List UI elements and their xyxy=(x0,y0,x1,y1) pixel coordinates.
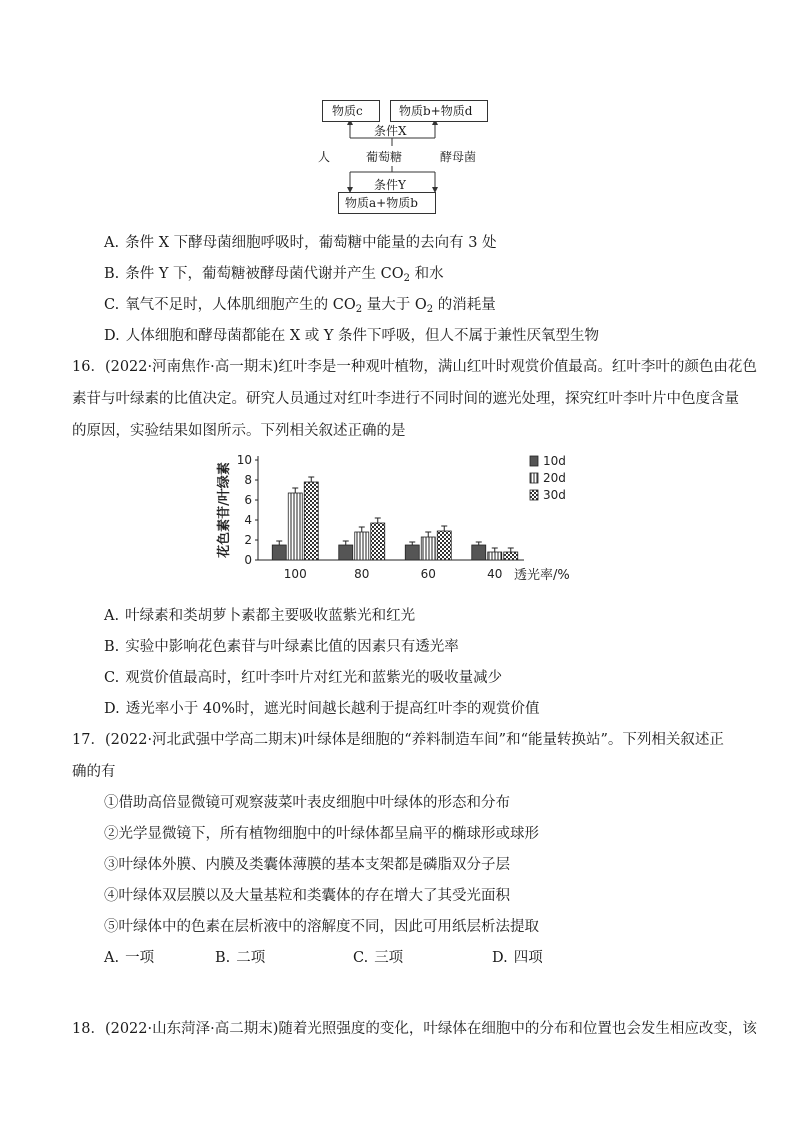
q16-stem-line-2: 素苷与叶绿素的比值决定。研究人员通过对红叶李进行不同时间的遮光处理，探究红叶李叶片中色度含量 xyxy=(72,391,739,407)
y-tick-label: 6 xyxy=(244,493,252,507)
q16-option-a: A. 叶绿素和类胡萝卜素都主要吸收蓝紫光和红光 xyxy=(104,608,416,624)
q17-choice-c: C. 三项 xyxy=(353,950,404,966)
bar-10d-80 xyxy=(339,545,353,560)
q17-stem-line-1: 17．(2022·河北武强中学高二期末)叶绿体是细胞的“养料制造车间”和“能量转换站”。下列相关叙述正 xyxy=(72,732,724,748)
box-substance-c xyxy=(322,100,380,122)
q17-statement-1: ①借助高倍显微镜可观察菠菜叶表皮细胞中叶绿体的形态和分布 xyxy=(104,795,510,811)
q17-choice-d: D. 四项 xyxy=(492,950,543,966)
x-tick-label: 60 xyxy=(420,567,436,581)
x-axis-label: 透光率/% xyxy=(514,568,570,582)
y-tick-label: 10 xyxy=(236,453,252,467)
bar-10d-60 xyxy=(405,545,419,560)
glucose-label: 葡萄糖 xyxy=(366,150,403,164)
x-tick-label: 80 xyxy=(354,567,370,581)
y-tick-label: 2 xyxy=(244,533,252,547)
bar-20d-100 xyxy=(288,493,302,560)
legend-label-10d: 10d xyxy=(543,454,566,468)
q17-choice-b: B. 二项 xyxy=(215,950,266,966)
bar-20d-40 xyxy=(488,552,502,560)
chart-svg xyxy=(212,450,592,582)
q17-statement-4: ④叶绿体双层膜以及大量基粒和类囊体的存在增大了其受光面积 xyxy=(104,888,510,904)
bar-30d-60 xyxy=(437,531,451,560)
legend-swatch-20d xyxy=(530,473,538,483)
x-tick-label: 40 xyxy=(487,567,503,581)
bar-20d-80 xyxy=(355,532,369,560)
bar-20d-60 xyxy=(421,537,435,560)
legend-label-30d: 30d xyxy=(543,488,566,502)
box-c-label: 物质c xyxy=(332,104,363,118)
q18-stem-line-1: 18．(2022·山东菏泽·高二期末)随着光照强度的变化，叶绿体在细胞中的分布和位置也会发生相应改变，该 xyxy=(72,1021,757,1037)
x-tick-label: 100 xyxy=(283,567,307,581)
q16-option-b: B. 实验中影响花色素苷与叶绿素比值的因素只有透光率 xyxy=(104,639,459,655)
respiration-diagram xyxy=(300,96,500,216)
q17-statement-2: ②光学显微镜下，所有植物细胞中的叶绿体都呈扁平的椭球形或球形 xyxy=(104,826,539,842)
box-substance-bd xyxy=(390,100,488,122)
box-ab-label: 物质a+物质b xyxy=(345,196,418,210)
q17-statement-3: ③叶绿体外膜、内膜及类囊体薄膜的基本支架都是磷脂双分子层 xyxy=(104,857,510,873)
q17-statement-5: ⑤叶绿体中的色素在层析液中的溶解度不同，因此可用纸层析法提取 xyxy=(104,919,539,935)
yeast-label: 酵母菌 xyxy=(440,150,477,164)
bar-chart xyxy=(212,450,592,582)
condition-y-label: 条件Y xyxy=(374,178,406,192)
legend-swatch-10d xyxy=(530,456,538,466)
bar-30d-100 xyxy=(304,482,318,560)
q15-option-a: A. 条件 X 下酵母菌细胞呼吸时，葡萄糖中能量的去向有 3 处 xyxy=(104,235,497,251)
y-tick-label: 0 xyxy=(244,553,252,567)
human-label: 人 xyxy=(318,150,331,164)
q16-stem-line-1: 16．(2022·河南焦作·高一期末)红叶李是一种观叶植物，满山红叶时观赏价值最高。红叶李叶的颜色由花色 xyxy=(72,359,757,375)
q16-option-c: C. 观赏价值最高时，红叶李叶片对红光和蓝紫光的吸收量减少 xyxy=(104,670,503,686)
y-tick-label: 4 xyxy=(244,513,252,527)
bar-30d-40 xyxy=(504,552,518,560)
q17-stem-line-2: 确的有 xyxy=(72,764,116,780)
q16-option-d: D. 透光率小于 40%时，遮光时间越长越利于提高红叶李的观赏价值 xyxy=(104,701,540,717)
legend-label-20d: 20d xyxy=(543,471,566,485)
q15-option-c: C. 氧气不足时，人体肌细胞产生的 $CO_2$ 量大于 $O_2$ 的消耗量 xyxy=(104,297,496,315)
legend-swatch-30d xyxy=(530,490,538,500)
bar-10d-100 xyxy=(272,545,286,560)
condition-x-label: 条件X xyxy=(374,124,407,138)
box-substance-ab xyxy=(338,192,436,214)
box-bd-label: 物质b+物质d xyxy=(399,104,473,118)
q15-option-d: D. 人体细胞和酵母菌都能在 X 或 Y 条件下呼吸，但人不属于兼性厌氧型生物 xyxy=(104,328,600,344)
y-tick-label: 8 xyxy=(244,473,252,487)
y-axis-label: 花色素苷/叶绿素 xyxy=(217,462,232,558)
q15-option-b: B. 条件 Y 下，葡萄糖被酵母菌代谢并产生 $CO_2$ 和水 xyxy=(104,266,444,284)
q17-choice-a: A. 一项 xyxy=(104,950,155,966)
bar-30d-80 xyxy=(371,523,385,560)
bar-10d-40 xyxy=(472,545,486,560)
q16-stem-line-3: 的原因，实验结果如图所示。下列相关叙述正确的是 xyxy=(72,423,406,439)
